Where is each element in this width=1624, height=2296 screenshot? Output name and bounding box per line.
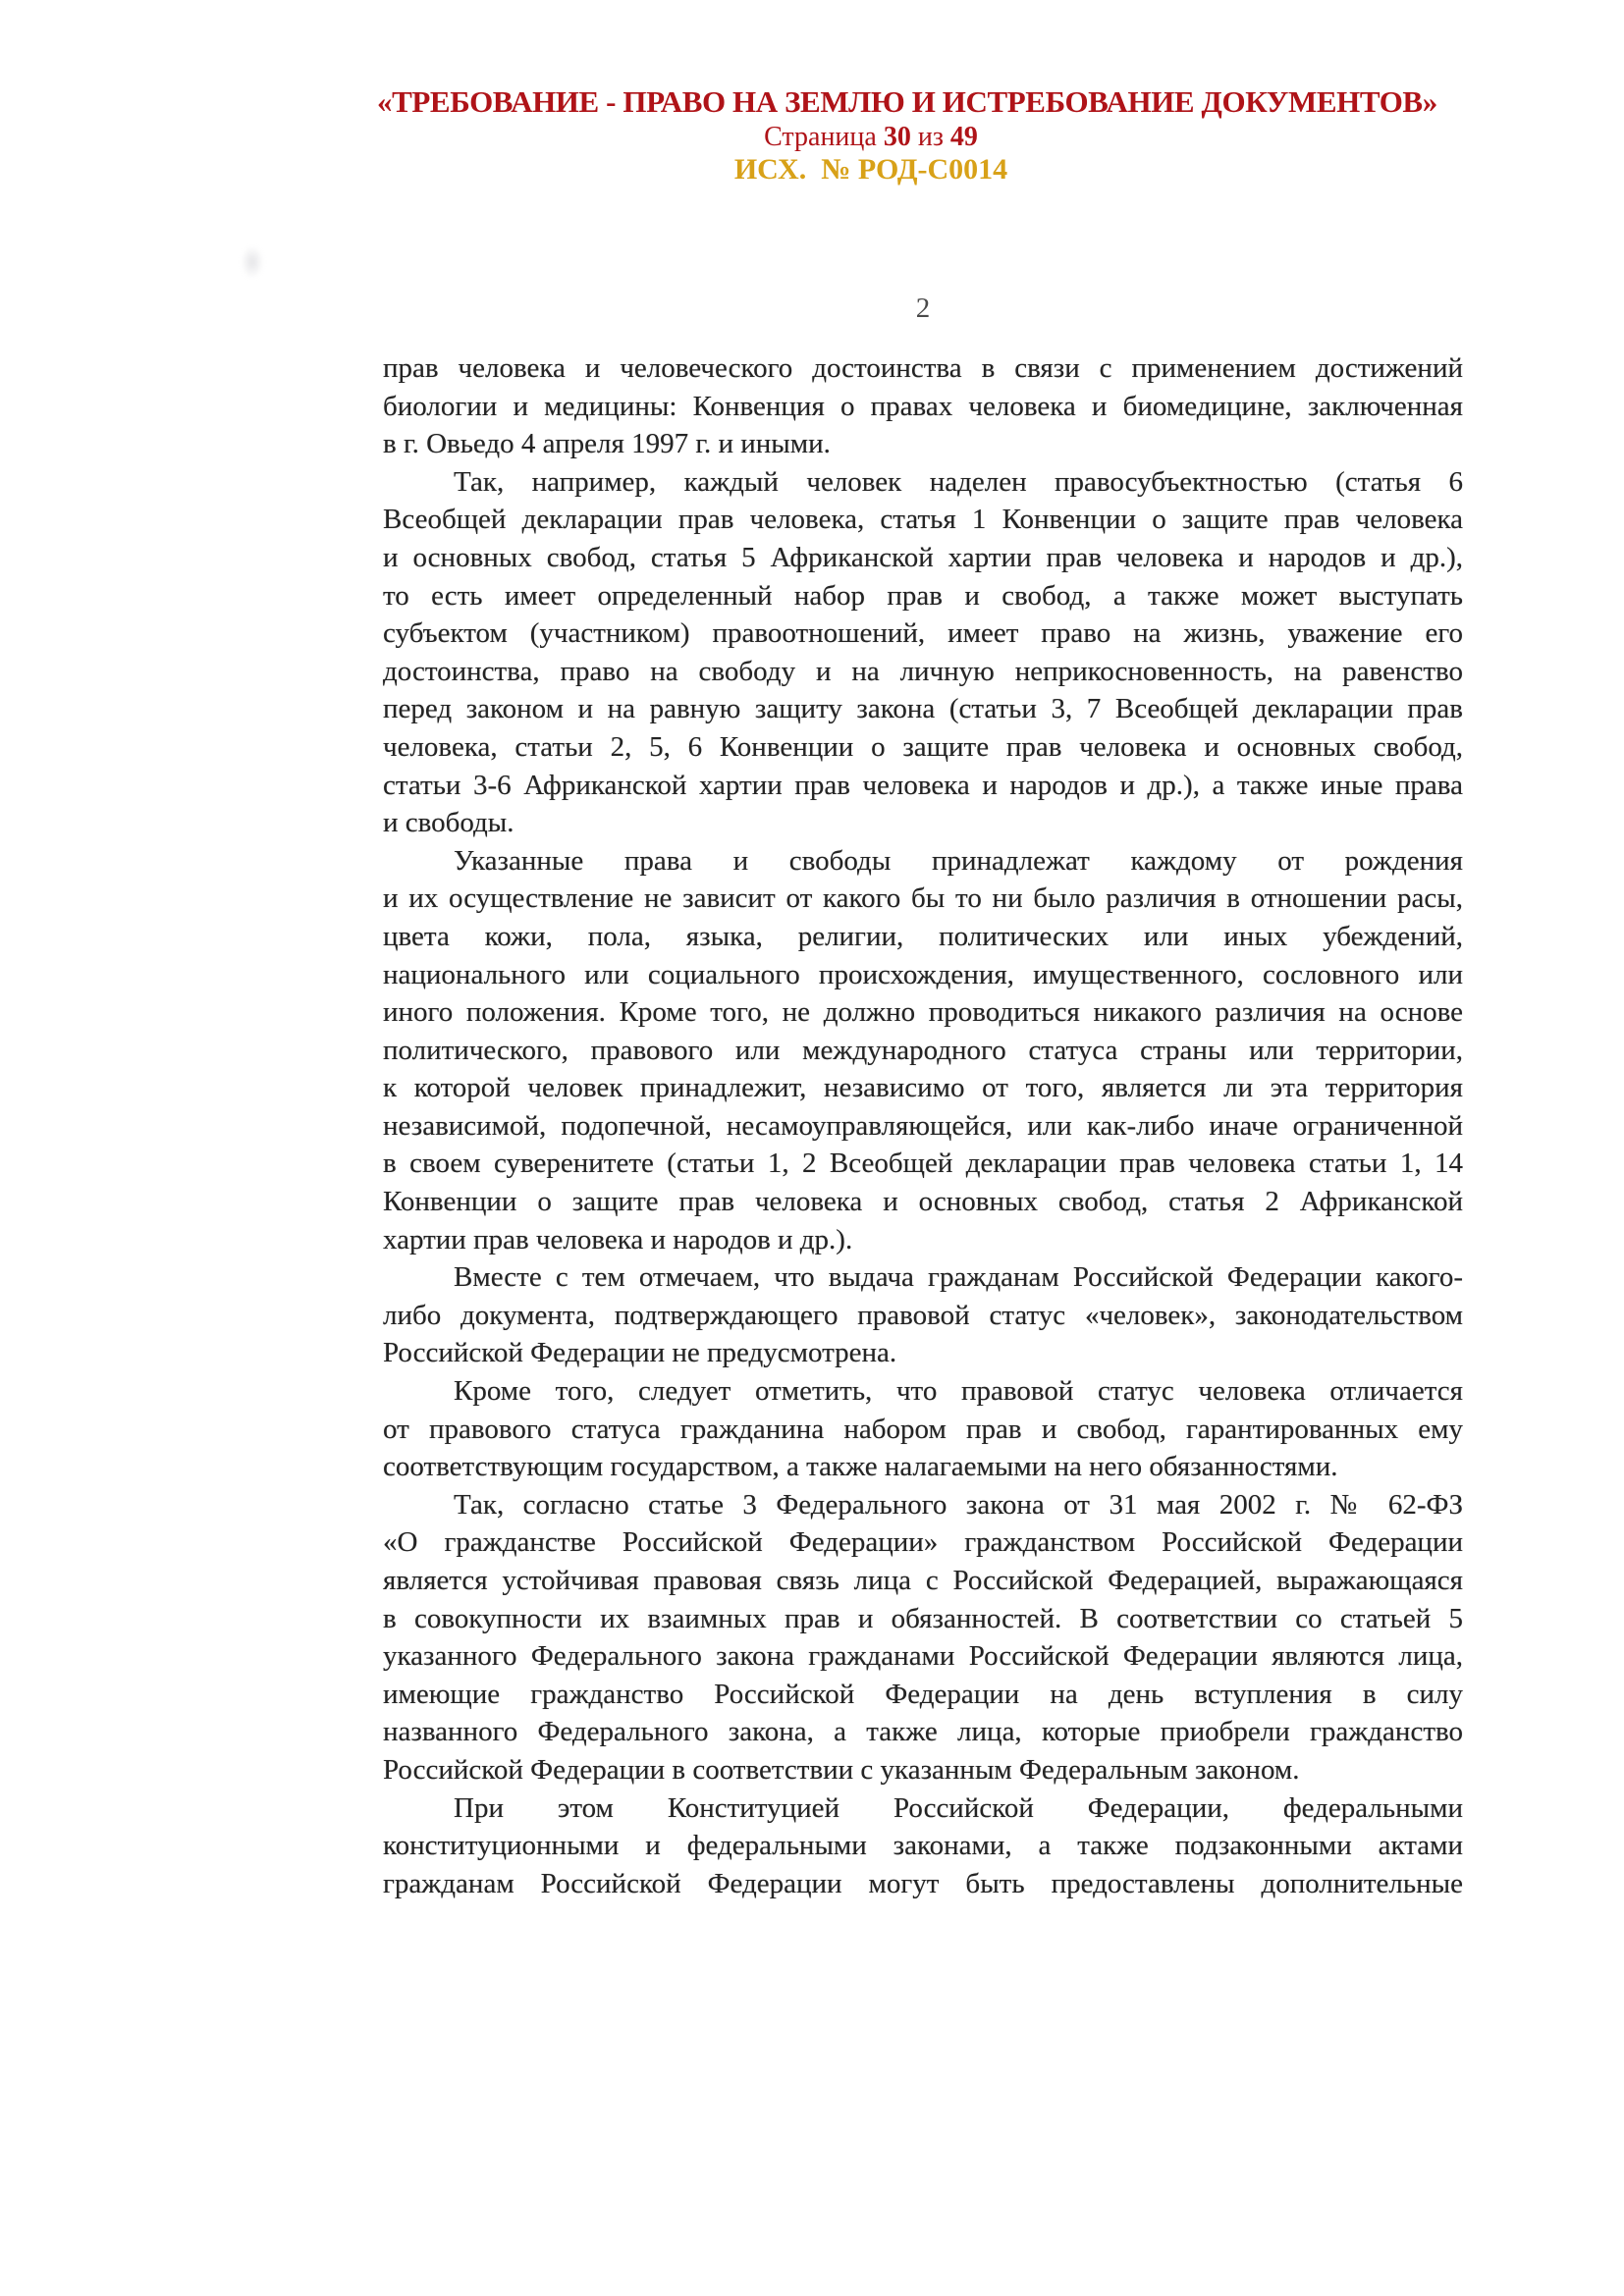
text-line: биологии и медицины: Конвенция о правах человека и биомедицине, заключенная (383, 390, 1463, 422)
text-line: Конвенции о защите прав человека и основных свобод, статья 2 Африканской (383, 1186, 1463, 1218)
text-line: либо документа, подтверждающего правовой статус «человек», законодательством (383, 1299, 1463, 1331)
text-line: Вместе с тем отмечаем, что выдача гражданам Российской Федерации какого- (454, 1261, 1463, 1294)
text-line: хартии прав человека и народов и др.). (383, 1223, 853, 1255)
text-line: то есть имеет определенный набор прав и свобод, а также может выступать (383, 579, 1463, 612)
page-indicator-of: из (917, 122, 944, 152)
text-line: «О гражданстве Российской Федерации» гражданством Российской Федерации (383, 1526, 1463, 1559)
text-line: Кроме того, следует отметить, что правовой статус человека отличается (454, 1375, 1463, 1408)
page-indicator-current: 30 (883, 122, 911, 152)
text-line: и свободы. (383, 807, 514, 839)
text-line: и основных свобод, статья 5 Африканской хартии прав человека и народов и др.), (383, 541, 1463, 573)
document-body (383, 349, 1463, 1902)
text-line: политического, правового или международного статуса страны или территории, (383, 1034, 1463, 1066)
text-line: При этом Конституцией Российской Федерации, федеральными (454, 1791, 1463, 1824)
text-line: гражданам Российской Федерации могут быть предоставлены дополнительные (383, 1867, 1463, 1899)
page-number: 2 (915, 293, 931, 324)
text-line: в совокупности их взаимных прав и обязанностей. В соответствии со статьей 5 (383, 1602, 1463, 1634)
text-line: Российской Федерации в соответствии с указанным Федеральным законом. (383, 1753, 1300, 1786)
text-line: и их осуществление не зависит от какого бы то ни было различия в отношении расы, (383, 882, 1463, 915)
text-line: прав человека и человеческого достоинства в связи с применением достижений (383, 352, 1463, 384)
text-line: соответствующим государством, а также налагаемыми на него обязанностями. (383, 1451, 1338, 1483)
text-line: Указанные права и свободы принадлежат каждому от рождения (454, 844, 1463, 877)
reference-number: ИСХ. № РОД-С0014 (733, 153, 1008, 186)
text-line: в г. Овьедо 4 апреля 1997 г. и иными. (383, 428, 831, 460)
text-line: Российской Федерации не предусмотрена. (383, 1337, 897, 1369)
text-line: названного Федерального закона, а также лица, которые приобрели гражданство (383, 1716, 1463, 1748)
text-line: национального или социального происхождения, имущественного, сословного или (383, 958, 1463, 990)
document-header (377, 84, 1437, 187)
text-line: статьи 3-6 Африканской хартии прав человека и народов и др.), а также иные права (383, 769, 1463, 801)
text-line: цвета кожи, пола, языка, религии, политических или иных убеждений, (383, 920, 1463, 952)
text-line: имеющие гражданство Российской Федерации на день вступления в силу (383, 1678, 1463, 1710)
text-line: человека, статьи 2, 5, 6 Конвенции о защите прав человека и основных свобод, (383, 730, 1463, 763)
text-line: независимой, подопечной, несамоуправляющейся, или как-либо иначе ограниченной (383, 1109, 1463, 1142)
text-line: субъектом (участником) правоотношений, имеет право на жизнь, уважение его (383, 617, 1463, 650)
page-indicator-prefix: Страница (764, 122, 877, 152)
page-indicator (377, 122, 1365, 153)
text-line: Так, согласно статье 3 Федерального закона от 31 мая 2002 г. № 62-ФЗ (454, 1488, 1463, 1521)
text-line: является устойчивая правовая связь лица с Российской Федерацией, выражающаяся (383, 1565, 1463, 1596)
text-line: перед законом и на равную защиту закона (статьи 3, 7 Всеобщей декларации прав (383, 693, 1463, 725)
document-title: «ТРЕБОВАНИЕ - ПРАВО НА ЗЕМЛЮ И ИСТРЕБОВАНИЕ ДОКУМЕНТОВ» (377, 84, 1437, 119)
text-line: конституционными и федеральными законами, а также подзаконными актами (383, 1830, 1463, 1862)
text-line: к которой человек принадлежит, независимо от того, является ли эта территория (383, 1072, 1463, 1104)
text-line: указанного Федерального закона гражданами Российской Федерации являются лица, (383, 1640, 1463, 1673)
text-line: иного положения. Кроме того, не должно проводиться никакого различия на основе (383, 996, 1463, 1029)
page-indicator-total: 49 (949, 122, 978, 152)
scan-artifact (241, 245, 264, 279)
text-line: от правового статуса гражданина набором прав и свобод, гарантированных ему (383, 1413, 1463, 1445)
text-line: Так, например, каждый человек наделен правосубъектностью (статья 6 (454, 465, 1463, 498)
text-line: Всеобщей декларации прав человека, статья 1 Конвенции о защите прав человека (383, 504, 1463, 536)
text-line: в своем суверенитете (статьи 1, 2 Всеобщей декларации прав человека статьи 1, 14 (383, 1148, 1463, 1180)
text-line: достоинства, право на свободу и на личную неприкосновенность, на равенство (383, 655, 1463, 687)
